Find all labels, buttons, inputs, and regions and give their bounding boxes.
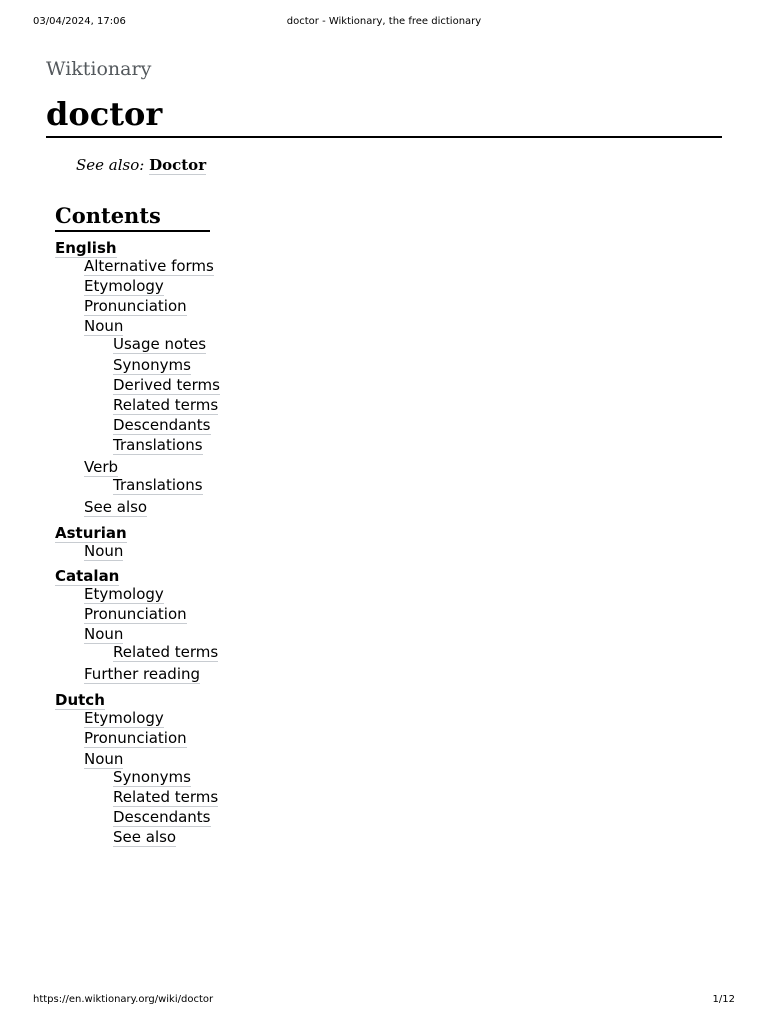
toc-item[interactable]: Pronunciation: [84, 729, 187, 747]
toc-item[interactable]: Verb: [84, 458, 119, 476]
toc-item[interactable]: Derived terms: [113, 376, 220, 394]
toc-item[interactable]: Descendants: [113, 808, 211, 826]
toc-item[interactable]: Asturian: [55, 524, 127, 542]
toc-item[interactable]: Synonyms: [113, 768, 191, 786]
toc-item[interactable]: Translations: [113, 436, 203, 454]
toc-item[interactable]: Usage notes: [113, 335, 207, 353]
toc-item[interactable]: Dutch: [55, 691, 105, 709]
print-footer: [0, 994, 768, 1008]
toc-item[interactable]: Noun: [84, 625, 124, 643]
print-page-title: doctor - Wiktionary, the free dictionary: [286, 16, 482, 27]
toc-item[interactable]: Related terms: [113, 396, 219, 414]
see-also-label: See also:: [76, 156, 145, 174]
print-datetime: 03/04/2024, 17:06: [33, 16, 126, 27]
toc-item[interactable]: Related terms: [113, 643, 219, 661]
toc-item[interactable]: Etymology: [84, 585, 164, 603]
see-also-link[interactable]: Doctor: [149, 156, 207, 174]
page-url: https://en.wiktionary.org/wiki/doctor: [33, 994, 214, 1005]
toc-title: Contents: [55, 202, 210, 232]
site-name[interactable]: Wiktionary: [46, 58, 152, 80]
toc-item[interactable]: Descendants: [113, 416, 211, 434]
print-header: [0, 16, 768, 30]
toc-item[interactable]: Further reading: [84, 665, 201, 683]
toc-item[interactable]: Noun: [84, 317, 124, 335]
toc-item[interactable]: Alternative forms: [84, 257, 214, 275]
toc-item[interactable]: Noun: [84, 542, 124, 560]
toc-item[interactable]: Related terms: [113, 788, 219, 806]
toc-item[interactable]: Noun: [84, 750, 124, 768]
page-title: doctor: [46, 94, 722, 138]
toc-item[interactable]: See also: [84, 498, 148, 516]
toc-item[interactable]: Etymology: [84, 709, 164, 727]
toc-item[interactable]: See also: [113, 828, 177, 846]
toc-item[interactable]: Pronunciation: [84, 297, 187, 315]
toc-item[interactable]: Translations: [113, 476, 203, 494]
toc-item[interactable]: English: [55, 239, 117, 257]
toc-item[interactable]: Catalan: [55, 567, 120, 585]
see-also-hatnote: [76, 156, 206, 174]
toc-item[interactable]: Etymology: [84, 277, 164, 295]
toc-item[interactable]: Synonyms: [113, 356, 191, 374]
page-number: 1/12: [712, 994, 735, 1005]
toc-item[interactable]: Pronunciation: [84, 605, 187, 623]
